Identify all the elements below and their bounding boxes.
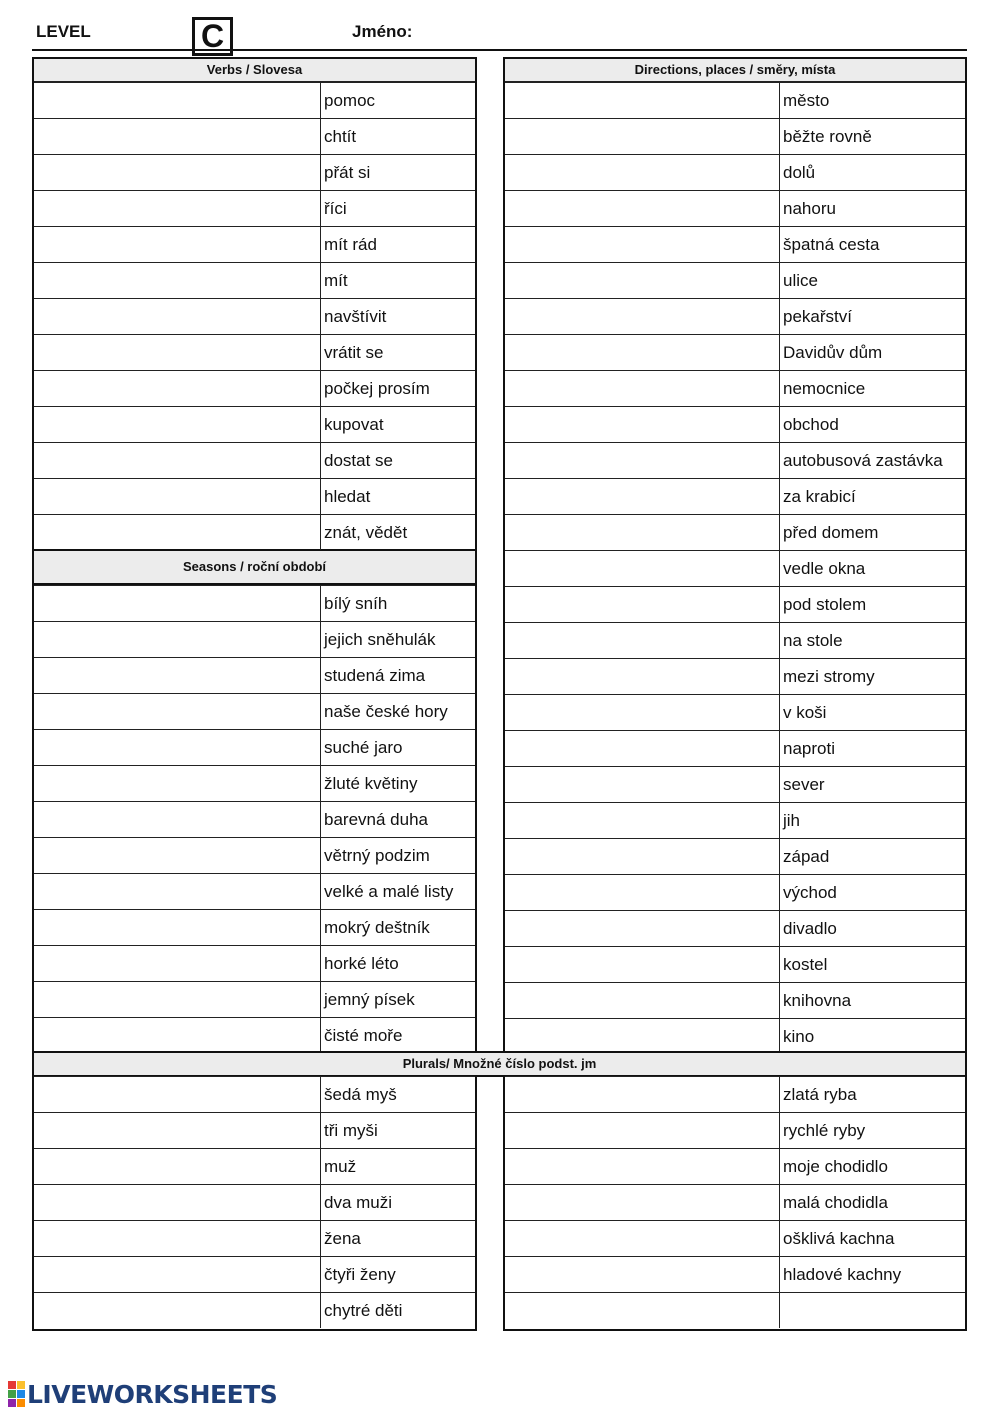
word-label: čtyři ženy [324,1265,396,1284]
word-label: znát, vědět [324,523,408,542]
answer-field[interactable] [505,299,780,334]
word-row [34,585,475,621]
word-label: mít rád [324,235,377,254]
word-label: naše české hory [324,702,448,721]
answer-field[interactable] [34,119,321,154]
word-label: suché jaro [324,738,403,757]
word-label: chtít [324,127,357,146]
word-label: studená zima [324,666,426,685]
word-label: vedle okna [783,559,866,578]
word-row [505,946,965,982]
word-row [34,478,475,514]
word-row [505,1220,965,1256]
word-row [505,334,965,370]
word-label: rychlé ryby [783,1121,866,1140]
word-label: jih [783,811,801,830]
word-row [505,766,965,802]
word-row [34,765,475,801]
word-label: žena [324,1229,361,1248]
word-row [34,334,475,370]
word-label: dva muži [324,1193,393,1212]
word-label: divadlo [783,919,837,938]
answer-field[interactable] [34,1113,321,1148]
word-label: mokrý deštník [324,918,430,937]
word-row [505,190,965,226]
answer-field[interactable] [34,910,321,945]
word-row [505,838,965,874]
answer-field[interactable] [34,299,321,334]
answer-field[interactable] [34,946,321,981]
directions-table [503,57,967,1053]
answer-field[interactable] [505,227,780,262]
word-label: nahoru [783,199,836,218]
word-label: tři myši [324,1121,378,1140]
word-row [505,1184,965,1220]
answer-field[interactable] [505,1077,780,1112]
logo-text: LIVEWORKSHEETS [27,1379,278,1409]
answer-field[interactable] [505,1019,780,1054]
word-label: kostel [783,955,828,974]
answer-field[interactable] [505,515,780,550]
answer-field[interactable] [34,479,321,514]
word-label: mít [324,271,348,290]
word-label: čisté moře [324,1026,403,1045]
answer-field[interactable] [34,1221,321,1256]
word-row [34,226,475,262]
answer-field[interactable] [34,982,321,1017]
answer-field[interactable] [505,371,780,406]
answer-field[interactable] [34,443,321,478]
answer-field[interactable] [505,623,780,658]
answer-field[interactable] [505,1293,780,1328]
word-label: hledat [324,487,371,506]
word-label: běžte rovně [783,127,872,146]
word-row [505,1256,965,1292]
answer-field[interactable] [34,191,321,226]
word-row [505,910,965,946]
word-label: kupovat [324,415,384,434]
answer-field[interactable] [505,1149,780,1184]
answer-field[interactable] [505,1257,780,1292]
directions-section-header: Directions, places / směry, místa [505,59,965,82]
answer-field[interactable] [505,1185,780,1220]
answer-field[interactable] [505,263,780,298]
answer-field[interactable] [34,515,321,550]
word-label: muž [324,1157,357,1176]
answer-field[interactable] [34,874,321,909]
answer-field[interactable] [505,443,780,478]
word-row [34,370,475,406]
answer-field[interactable] [505,731,780,766]
word-label: vrátit se [324,343,384,362]
word-row [34,729,475,765]
word-label: špatná cesta [783,235,880,254]
word-label: moje chodidlo [783,1157,888,1176]
word-row [34,873,475,909]
word-row [505,262,965,298]
word-row [34,801,475,837]
word-label: chytré děti [324,1301,403,1320]
word-row [34,1148,475,1184]
level-value-box: C [192,17,233,56]
word-row [34,190,475,226]
word-label: knihovna [783,991,852,1010]
word-row [34,945,475,981]
answer-field[interactable] [505,767,780,802]
word-label: ošklivá kachna [783,1229,895,1248]
word-row [505,82,965,118]
answer-field[interactable] [34,263,321,298]
word-row [505,694,965,730]
word-row [505,406,965,442]
level-label: LEVEL [36,22,91,41]
answer-field[interactable] [505,407,780,442]
name-label: Jméno: [352,22,413,41]
answer-field[interactable] [34,83,321,118]
answer-field[interactable] [34,766,321,801]
word-row [34,1256,475,1292]
answer-field[interactable] [34,802,321,837]
word-label: velké a malé listy [324,882,454,901]
answer-field[interactable] [34,371,321,406]
plurals-right-table [503,1075,967,1331]
word-label: navštívit [324,307,387,326]
word-row [505,1018,965,1054]
word-row [505,1148,965,1184]
word-row [505,442,965,478]
answer-field[interactable] [505,1221,780,1256]
word-label: autobusová zastávka [783,451,943,470]
answer-field[interactable] [34,335,321,370]
answer-field[interactable] [34,1185,321,1220]
word-label: na stole [783,631,843,650]
word-row [505,874,965,910]
word-label: mezi stromy [783,667,875,686]
word-label: kino [783,1027,815,1046]
word-row [34,514,475,550]
word-row [34,262,475,298]
word-label: Davidův dům [783,343,883,362]
word-label: za krabicí [783,487,856,506]
answer-field[interactable] [34,1077,321,1112]
answer-field[interactable] [505,335,780,370]
answer-field[interactable] [505,83,780,118]
word-label [780,1293,965,1328]
answer-field[interactable] [34,586,321,621]
word-label: jejich sněhulák [324,630,436,649]
verbs-seasons-table [32,57,477,1053]
word-row [34,1220,475,1256]
word-row [505,802,965,838]
word-label: pod stolem [783,595,867,614]
word-row [34,1112,475,1148]
word-row [505,514,965,550]
word-row [34,909,475,945]
word-label: horké léto [324,954,399,973]
answer-field[interactable] [505,803,780,838]
word-label: západ [783,847,830,866]
word-row [505,298,965,334]
answer-field[interactable] [505,875,780,910]
word-label: zlatá ryba [783,1085,857,1104]
word-row [505,982,965,1018]
word-label: větrný podzim [324,846,430,865]
word-row [505,154,965,190]
answer-field[interactable] [34,1293,321,1328]
word-label: v koši [783,703,827,722]
word-row [505,550,965,586]
word-label: nemocnice [783,379,866,398]
word-label: obchod [783,415,839,434]
answer-field[interactable] [505,983,780,1018]
answer-field[interactable] [505,155,780,190]
word-row [34,298,475,334]
word-label: pomoc [324,91,376,110]
answer-field[interactable] [34,1149,321,1184]
answer-field[interactable] [505,839,780,874]
answer-field[interactable] [505,119,780,154]
word-row [34,1184,475,1220]
word-label: žluté květiny [324,774,418,793]
plurals-section-header: Plurals/ Množné číslo podst. jm [32,1051,967,1077]
word-row [34,837,475,873]
word-row [34,1292,475,1328]
word-label: před domem [783,523,879,542]
word-label: jemný písek [324,990,415,1009]
word-row [505,1292,965,1328]
answer-field[interactable] [34,1018,321,1053]
answer-field[interactable] [505,191,780,226]
word-row [505,586,965,622]
word-label: říci [324,199,347,218]
answer-field[interactable] [34,694,321,729]
word-row [34,154,475,190]
word-row [505,730,965,766]
word-row [34,406,475,442]
word-row [34,657,475,693]
answer-field[interactable] [34,622,321,657]
word-label: šedá myš [324,1085,397,1104]
answer-field[interactable] [505,587,780,622]
liveworksheets-logo [8,1379,277,1409]
word-row [34,981,475,1017]
word-label: počkej prosím [324,379,430,398]
word-label: ulice [783,271,818,290]
word-row [34,82,475,118]
word-label: malá chodidla [783,1193,888,1212]
word-label: východ [783,883,837,902]
answer-field[interactable] [505,551,780,586]
word-label: hladové kachny [783,1265,902,1284]
answer-field[interactable] [505,1113,780,1148]
word-label: barevná duha [324,810,428,829]
word-row [34,621,475,657]
answer-field[interactable] [34,838,321,873]
word-label: sever [783,775,825,794]
verbs-section-header: Verbs / Slovesa [34,59,475,82]
word-label: přát si [324,163,371,182]
word-row [505,658,965,694]
word-row [505,370,965,406]
word-label: naproti [783,739,835,758]
word-row [34,1017,475,1053]
word-row [505,226,965,262]
word-label: dostat se [324,451,393,470]
word-row [505,622,965,658]
answer-field[interactable] [505,479,780,514]
word-row [505,1112,965,1148]
answer-field[interactable] [34,1257,321,1292]
answer-field[interactable] [505,947,780,982]
answer-field[interactable] [34,730,321,765]
word-row [34,442,475,478]
seasons-section-header: Seasons / roční období [34,549,475,585]
word-row [34,1076,475,1112]
answer-field[interactable] [505,911,780,946]
word-row [505,118,965,154]
answer-field[interactable] [34,155,321,190]
word-row [34,693,475,729]
word-label: město [783,91,830,110]
answer-field[interactable] [34,227,321,262]
word-label: pekařství [783,307,852,326]
answer-field[interactable] [505,659,780,694]
word-row [505,1076,965,1112]
word-label: dolů [783,163,816,182]
answer-field[interactable] [34,407,321,442]
word-row [34,118,475,154]
word-label: bílý sníh [324,594,388,613]
plurals-left-table [32,1075,477,1331]
liveworksheets-logo-icon [8,1381,25,1407]
header-divider [32,49,967,51]
answer-field[interactable] [34,658,321,693]
word-row [505,478,965,514]
answer-field[interactable] [505,695,780,730]
